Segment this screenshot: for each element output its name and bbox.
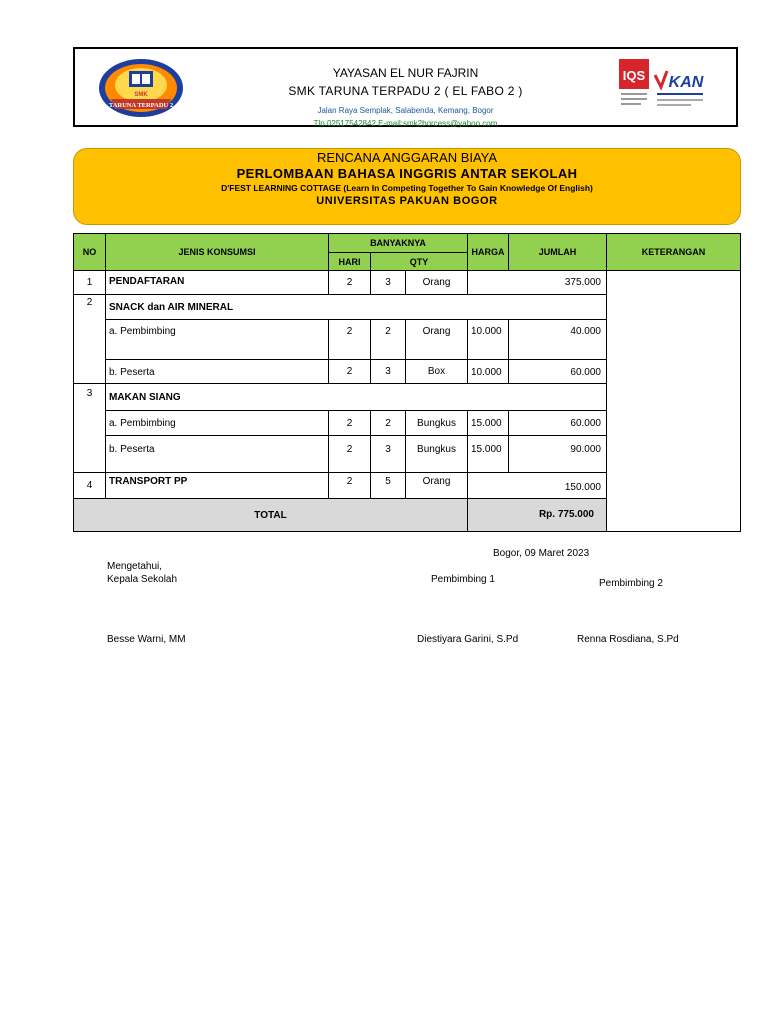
row-no: 3 — [73, 383, 106, 473]
kepala-sekolah-name: Besse Warni, MM — [107, 634, 186, 645]
title-banner — [73, 148, 741, 225]
svg-text:TARUNA TERPADU 2: TARUNA TERPADU 2 — [108, 102, 174, 109]
kepala-sekolah-title: Kepala Sekolah — [107, 574, 178, 585]
row-hari: 2 — [328, 319, 371, 360]
row-harga: 10.000 — [467, 319, 509, 360]
row-qty: 3 — [370, 270, 406, 295]
row-hari: 2 — [328, 410, 371, 436]
pembimbing-1-name: Diestiyara Garini, S.Pd — [417, 634, 519, 645]
row-qty: 2 — [370, 319, 406, 360]
row-qty: 3 — [370, 435, 406, 473]
school-contact: Tlp.02517542842 E-mail:smk2borcess@yahoo.com — [313, 119, 498, 128]
row-unit: Orang — [405, 319, 468, 360]
header-jumlah: JUMLAH — [508, 233, 607, 271]
row-unit: Orang — [405, 472, 468, 499]
row-qty: 3 — [370, 359, 406, 384]
row-unit: Bungkus — [405, 435, 468, 473]
row-harga: 15.000 — [467, 410, 509, 436]
row-harga: 15.000 — [467, 435, 509, 473]
svg-text:KAN: KAN — [668, 74, 704, 91]
row-item: b. Peserta — [105, 435, 329, 473]
row-item: a. Pembimbing — [105, 410, 329, 436]
row-jumlah: 150.000 — [467, 472, 607, 499]
header-harga: HARGA — [467, 233, 509, 271]
row-jumlah: 60.000 — [508, 359, 607, 384]
row-no: 4 — [73, 472, 106, 499]
row-item: TRANSPORT PP — [105, 472, 329, 499]
letterhead — [73, 47, 738, 127]
banner-event: PERLOMBAAN BAHASA INGGRIS ANTAR SEKOLAH — [236, 166, 578, 181]
school-address: Jalan Raya Semplak, Salabenda, Kemang, Bogor — [317, 106, 494, 115]
pembimbing-1-title: Pembimbing 1 — [431, 574, 495, 585]
row-item: a. Pembimbing — [105, 319, 329, 360]
row-unit: Orang — [405, 270, 468, 295]
row-unit: Box — [405, 359, 468, 384]
row-unit: Bungkus — [405, 410, 468, 436]
pembimbing-2-title: Pembimbing 2 — [599, 578, 663, 589]
row-item: SNACK dan AIR MINERAL — [105, 294, 607, 320]
row-jumlah: 375.000 — [467, 270, 607, 295]
row-jumlah: 40.000 — [508, 319, 607, 360]
row-hari: 2 — [328, 359, 371, 384]
row-jumlah: 90.000 — [508, 435, 607, 473]
banner-subtitle: D'FEST LEARNING COTTAGE (Learn In Competing Together To Gain Knowledge Of English) — [221, 183, 593, 193]
row-item: b. Peserta — [105, 359, 329, 384]
banner-university: UNIVERSITAS PAKUAN BOGOR — [316, 195, 498, 207]
iqs-certification-logo — [619, 59, 649, 109]
mengetahui-label: Mengetahui, — [107, 561, 163, 572]
row-hari: 2 — [328, 435, 371, 473]
header-banyaknya: BANYAKNYA — [328, 233, 468, 253]
row-qty: 2 — [370, 410, 406, 436]
row-no: 2 — [73, 294, 106, 384]
total-value: Rp. 775.000 — [467, 498, 607, 532]
svg-text:IQS: IQS — [622, 68, 646, 83]
header-no: NO — [73, 233, 106, 271]
place-date: Bogor, 09 Maret 2023 — [493, 548, 590, 559]
row-harga: 10.000 — [467, 359, 509, 384]
pembimbing-2-name: Renna Rosdiana, S.Pd — [577, 634, 679, 645]
school-name: SMK TARUNA TERPADU 2 ( EL FABO 2 ) — [288, 84, 523, 98]
total-label: TOTAL — [73, 498, 468, 532]
row-no: 1 — [73, 270, 106, 295]
row-jumlah: 60.000 — [508, 410, 607, 436]
row-item: MAKAN SIANG — [105, 383, 607, 411]
row-hari: 2 — [328, 270, 371, 295]
kan-accreditation-logo — [653, 63, 707, 109]
row-qty: 5 — [370, 472, 406, 499]
org-name: YAYASAN EL NUR FAJRIN — [332, 66, 479, 80]
row-hari: 2 — [328, 472, 371, 499]
svg-text:SMK: SMK — [134, 92, 148, 98]
banner-title: RENCANA ANGGARAN BIAYA — [316, 150, 498, 165]
keterangan-cell — [606, 270, 741, 532]
header-keterangan: KETERANGAN — [606, 233, 741, 271]
row-item: PENDAFTARAN — [105, 270, 329, 295]
header-qty: QTY — [370, 252, 468, 271]
header-hari: HARI — [328, 252, 371, 271]
header-jenis: JENIS KONSUMSI — [105, 233, 329, 271]
